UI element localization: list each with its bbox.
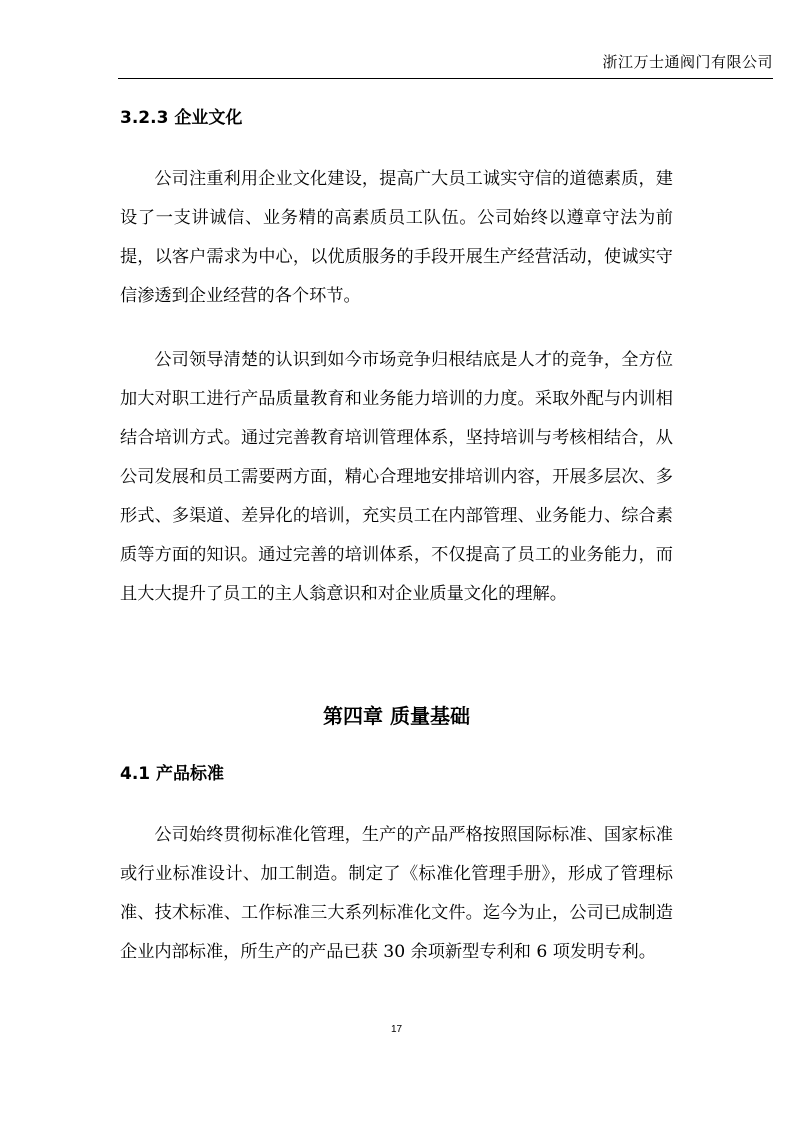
section-heading-4-1: 4.1 产品标准 bbox=[120, 764, 225, 784]
paragraph-culture-2: 公司领导清楚的认识到如今市场竞争归根结底是人才的竞争，全方位加大对职工进行产品质量教育和业务能力培训的力度。采取外配与内训相结合培训方式。通过完善教育培训管理体系，坚持培训与考核相结合，从公司发展和员工需要两方面，精心合理地安排培训内容，开展多层次、多形式、多渠道、差异化的培训，充实员工在内部管理、业务能力、综合素质等方面的知识。通过完善的培训体系，不仅提高了员工的业务能力，而且大大提升了员工的主人翁意识和对企业质量文化的理解。 bbox=[120, 350, 673, 604]
header-rule bbox=[118, 78, 773, 79]
section-heading-3-2-3: 3.2.3 企业文化 bbox=[120, 108, 243, 128]
paragraph-culture-1: 公司注重利用企业文化建设，提高广大员工诚实守信的道德素质，建设了一支讲诚信、业务精的高素质员工队伍。公司始终以遵章守法为前提，以客户需求为中心，以优质服务的手段开展生产经营活动，使诚实守信渗透到企业经营的各个环节。 bbox=[120, 169, 673, 306]
paragraph-standards: 公司始终贯彻标准化管理，生产的产品严格按照国际标准、国家标准或行业标准设计、加工制造。制定了《标准化管理手册》，形成了管理标准、技术标准、工作标准三大系列标准化文件。迄今为止，公司已成制造企业内部标准，所生产的产品已获 30 余项新型专利和 6 项发明专利。 bbox=[120, 825, 673, 962]
page-number: 17 bbox=[390, 1024, 403, 1035]
page-header-company: 浙江万士通阀门有限公司 bbox=[602, 53, 773, 71]
chapter-title: 第四章 质量基础 bbox=[323, 704, 470, 728]
